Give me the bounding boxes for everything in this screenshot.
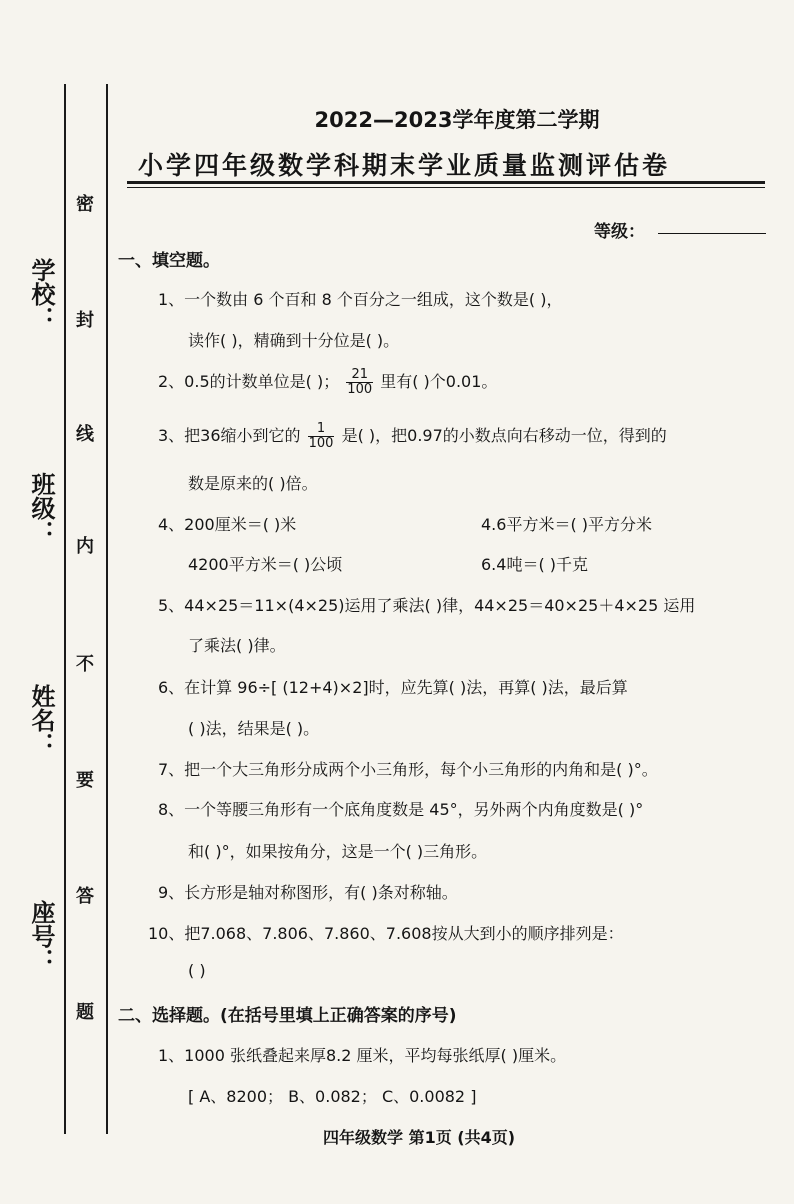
fraction-21-100: $\frac{21}{100}$ [347, 367, 373, 397]
question-1-line1: 1、一个数由 6 个百和 8 个百分之一组成，这个数是( )， [158, 290, 563, 309]
seal-char: 题 [76, 1002, 94, 1023]
seal-char: 要 [76, 770, 94, 791]
question-8-line2: 和( )°，如果按角分，这是一个( )三角形。 [188, 842, 488, 861]
section1-heading: 一、填空题。 [118, 251, 220, 271]
question-1-line2: 读作( )，精确到十分位是( )。 [188, 331, 400, 350]
question-4-b: 4.6平方米＝( )平方分米 [481, 515, 653, 534]
binding-line-outer [64, 84, 66, 1134]
question-3-part1: 3、把36缩小到它的 [158, 426, 301, 445]
seal-char: 封 [76, 310, 94, 331]
seal-char: 答 [76, 886, 94, 907]
question-4-a: 4、200厘米＝( )米 [158, 515, 297, 534]
grade-blank[interactable] [658, 233, 766, 234]
fraction-1-100: $\frac{1}{100}$ [308, 421, 334, 451]
title-rule-thin [127, 187, 765, 188]
exam-year-title: 2022—2023学年度第二学期 [314, 108, 600, 132]
seal-char: 内 [76, 536, 94, 557]
question-4-d: 6.4吨＝( )千克 [481, 555, 589, 574]
name-label: 姓名： [27, 684, 55, 756]
question-5-line2: 了乘法( )律。 [188, 636, 286, 655]
question-9: 9、长方形是轴对称图形，有( )条对称轴。 [158, 883, 458, 902]
section2-heading: 二、选择题。(在括号里填上正确答案的序号) [118, 1006, 457, 1026]
exam-title: 小学四年级数学科期末学业质量监测评估卷 [138, 151, 671, 180]
question-2 [158, 368, 497, 397]
class-label: 班级： [27, 472, 55, 544]
page-footer: 四年级数学 第1页 (共4页) [323, 1128, 516, 1147]
question-5-line1: 5、44×25＝11×(4×25)运用了乘法( )律，44×25＝40×25＋4×25 运用 [158, 596, 696, 615]
question-6-line2: ( )法，结果是( )。 [188, 719, 320, 738]
binding-line-inner [106, 84, 108, 1134]
school-label: 学校： [27, 258, 55, 330]
question-10-answer: ( ) [188, 961, 206, 980]
grade-label: 等级： [594, 222, 645, 242]
choice-question-1: 1、1000 张纸叠起来厚8.2 厘米，平均每张纸厚( )厘米。 [158, 1046, 567, 1065]
title-rule-thick [127, 181, 765, 184]
question-8-line1: 8、一个等腰三角形有一个底角度数是 45°，另外两个内角度数是( )° [158, 800, 644, 819]
question-6-line1: 6、在计算 96÷[ (12+4)×2]时，应先算( )法，再算( )法，最后算 [158, 678, 628, 697]
question-4-c: 4200平方米＝( )公顷 [188, 555, 343, 574]
seat-label: 座号： [27, 900, 55, 972]
seal-char: 线 [76, 424, 94, 445]
question-3-line2: 数是原来的( )倍。 [188, 474, 318, 493]
seal-char: 不 [76, 654, 94, 675]
seal-char: 密 [76, 194, 94, 215]
question-7: 7、把一个大三角形分成两个小三角形，每个小三角形的内角和是( )°。 [158, 760, 658, 779]
question-2-part1: 2、0.5的计数单位是( )； [158, 372, 340, 391]
choice-question-1-options: [ A、8200； B、0.082； C、0.0082 ] [188, 1087, 477, 1106]
question-3-line1 [158, 422, 667, 451]
question-3-part2: 是( )，把0.97的小数点向右移动一位，得到的 [341, 426, 667, 445]
question-10-line1: 10、把7.068、7.806、7.860、7.608按从大到小的顺序排列是： [148, 924, 624, 943]
question-2-part2: 里有( )个0.01。 [380, 372, 498, 391]
